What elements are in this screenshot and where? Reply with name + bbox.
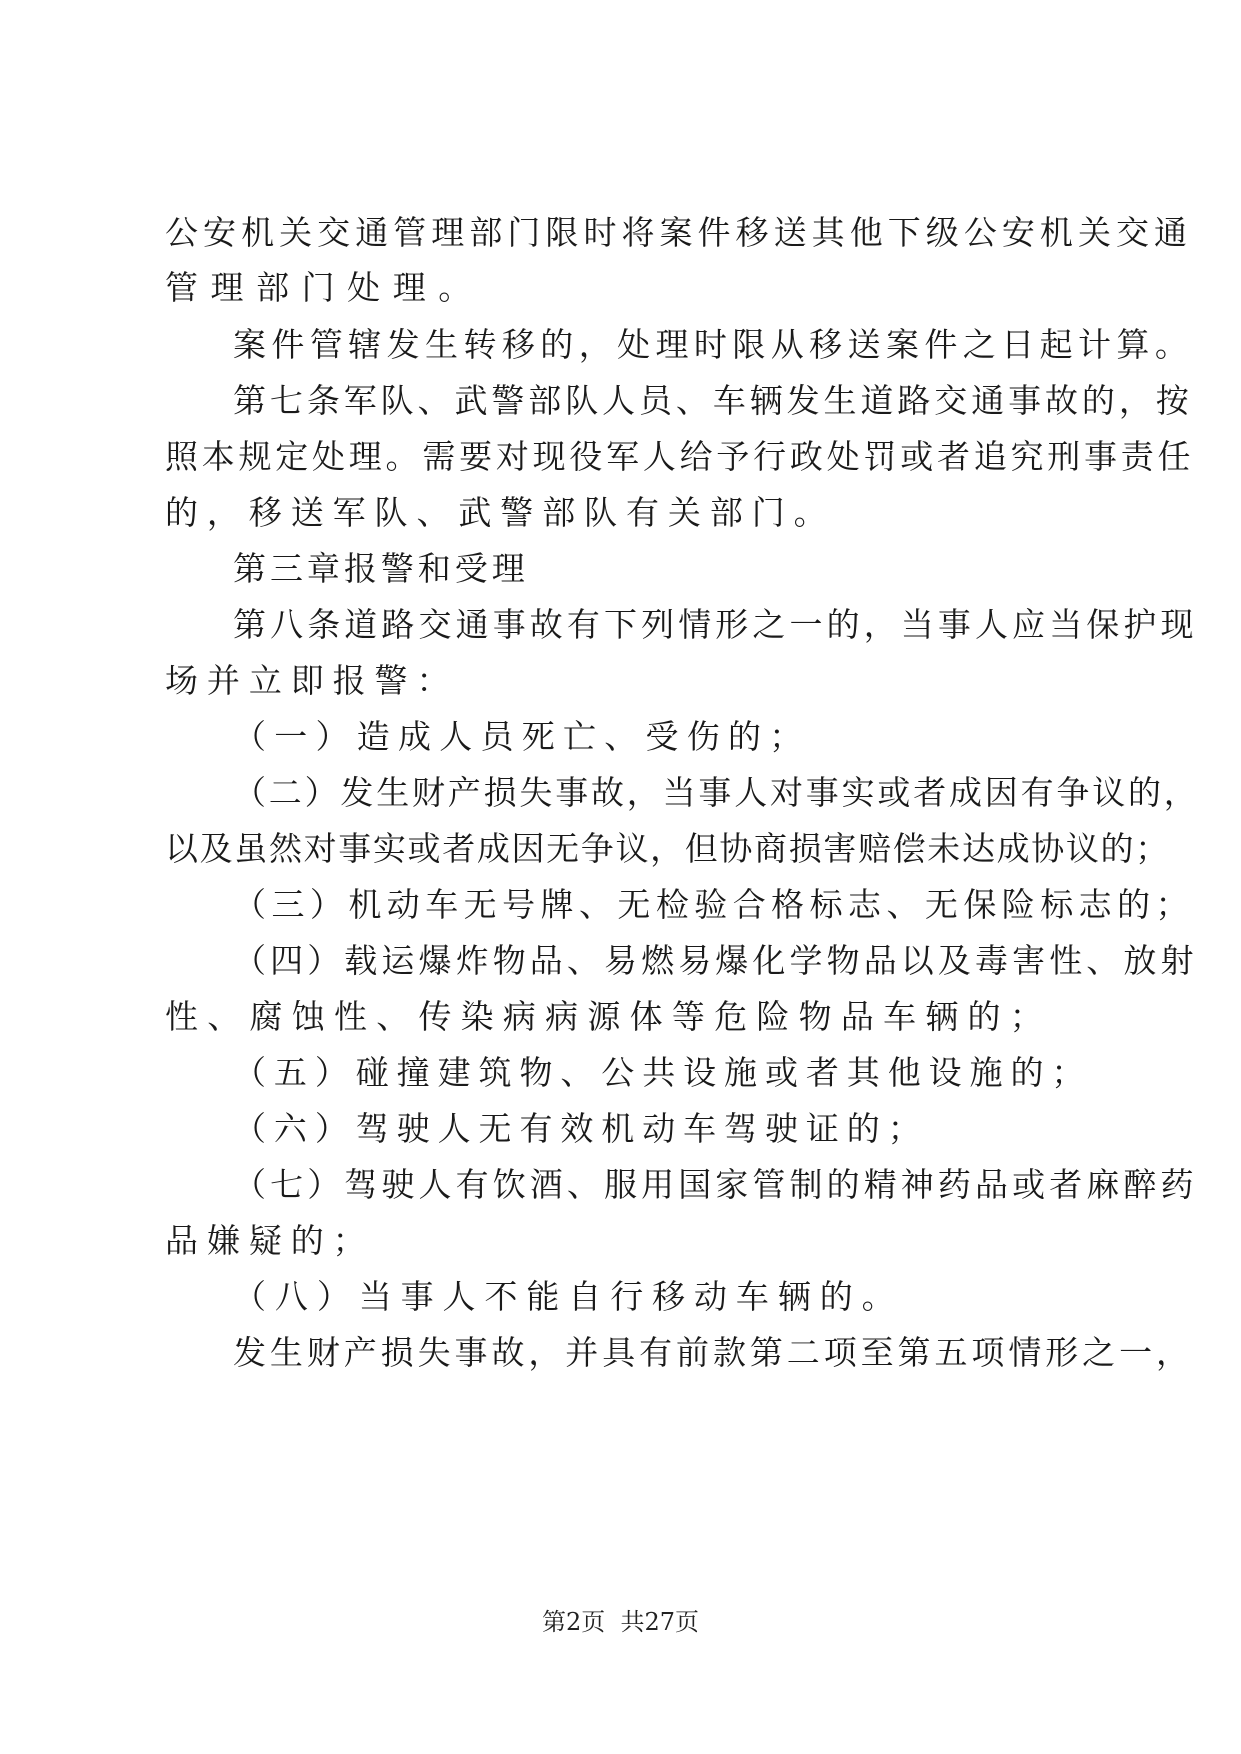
list-item: （八）当事人不能自行移动车辆的。 [233,1277,904,1316]
text-line: 场并立即报警： [165,661,459,700]
text-line: 第七条军队、武警部队人员、车辆发生道路交通事故的，按 [233,381,1193,420]
list-item: （三）机动车无号牌、无检验合格标志、无保险标志的； [233,885,1194,924]
page-number-label: 第2页 共27页 [541,1608,700,1636]
list-item: （五）碰撞建筑物、公共设施或者其他设施的； [233,1053,1093,1092]
text-line: 第八条道路交通事故有下列情形之一的，当事人应当保护现 [233,605,1198,644]
text-line: 性、腐蚀性、传染病病源体等危险物品车辆的； [165,997,1053,1036]
text-line: 品嫌疑的； [165,1221,375,1260]
page-footer [0,1607,1241,1637]
section-heading: 第三章报警和受理 [233,549,529,588]
list-item: （七）驾驶人有饮酒、服用国家管制的精神药品或者麻醉药 [233,1165,1198,1204]
text-line: 照本规定处理。需要对现役军人给予行政处罚或者追究刑事责任 [165,437,1195,476]
list-item: （四）载运爆炸物品、易燃易爆化学物品以及毒害性、放射 [233,941,1198,980]
text-line: 发生财产损失事故，并具有前款第二项至第五项情形之一， [233,1333,1193,1372]
text-line: 案件管辖发生转移的，处理时限从移送案件之日起计算。 [233,325,1194,364]
text-line: 的，移送军队、武警部队有关部门。 [165,493,836,532]
list-item: （一）造成人员死亡、受伤的； [233,717,811,756]
text-line: 管理部门处理。 [165,268,484,307]
list-item: （六）驾驶人无有效机动车驾驶证的； [233,1109,929,1148]
list-item: （二）发生财产损失事故，当事人对事实或者成因有争议的， [233,773,1200,812]
text-line: 公安机关交通管理部门限时将案件移送其他下级公安机关交通 [165,213,1193,252]
text-line: 以及虽然对事实或者成因无争议，但协商损害赔偿未达成协议的； [165,829,1170,868]
